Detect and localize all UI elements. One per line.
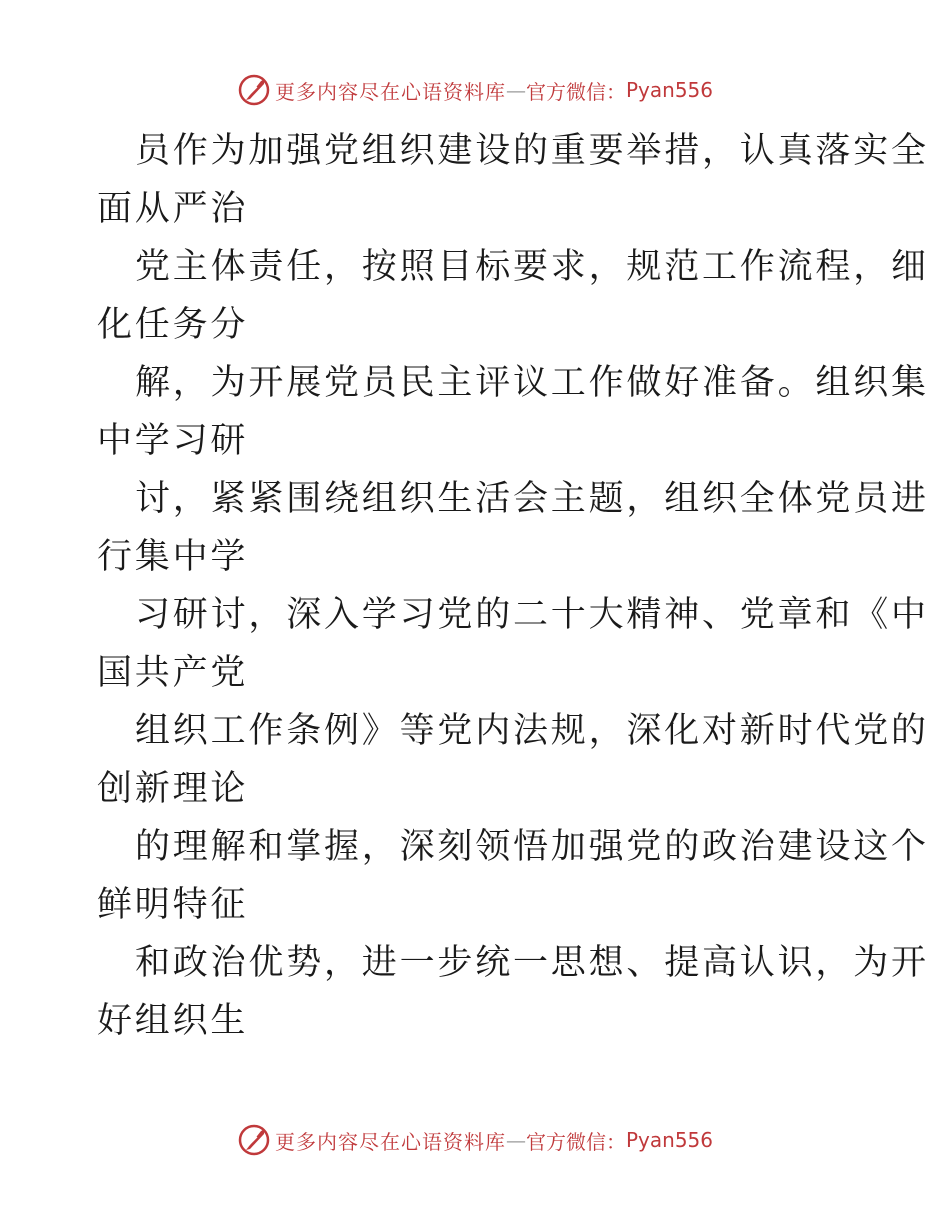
body-line: 鲜明特征: [97, 885, 249, 925]
body-line: 中学习研: [97, 421, 249, 461]
banner-slogan: 更多内容尽在心语资料库: [274, 1129, 506, 1154]
banner-wechat-id: Pyan556: [625, 1128, 713, 1152]
body-line: 好组织生: [97, 1001, 249, 1041]
banner-wechat-id: Pyan556: [625, 78, 713, 102]
body-line: 创新理论: [97, 769, 249, 809]
body-line: 面从严治: [97, 189, 249, 229]
body-line: 解，为开展党员民主评议工作做好准备。组织集: [135, 363, 929, 403]
body-line: 行集中学: [97, 537, 249, 577]
quill-logo-icon: [237, 1123, 271, 1157]
body-line: 习研讨，深入学习党的二十大精神、党章和《中: [135, 595, 929, 635]
banner-slogan: 更多内容尽在心语资料库: [274, 79, 506, 104]
body-line: 组织工作条例》等党内法规，深化对新时代党的: [135, 711, 929, 751]
body-line: 讨，紧紧围绕组织生活会主题，组织全体党员进: [135, 479, 929, 519]
body-line: 国共产党: [97, 653, 249, 693]
footer-watermark-banner: [0, 1120, 950, 1160]
banner-wechat-label: 官方微信：: [525, 1129, 626, 1154]
body-line: 和政治优势，进一步统一思想、提高认识，为开: [135, 943, 929, 983]
banner-dash: —: [505, 1128, 526, 1152]
body-line: 化任务分: [97, 305, 249, 345]
banner-dash: —: [505, 78, 526, 102]
body-line: 的理解和掌握，深刻领悟加强党的政治建设这个: [135, 827, 929, 867]
body-line: 党主体责任，按照目标要求，规范工作流程，细: [135, 247, 929, 287]
body-line: 员作为加强党组织建设的重要举措，认真落实全: [135, 131, 929, 171]
banner-wechat-label: 官方微信：: [525, 79, 626, 104]
header-watermark-banner: [0, 70, 950, 110]
document-body: [97, 122, 929, 1050]
quill-logo-icon: [237, 73, 271, 107]
